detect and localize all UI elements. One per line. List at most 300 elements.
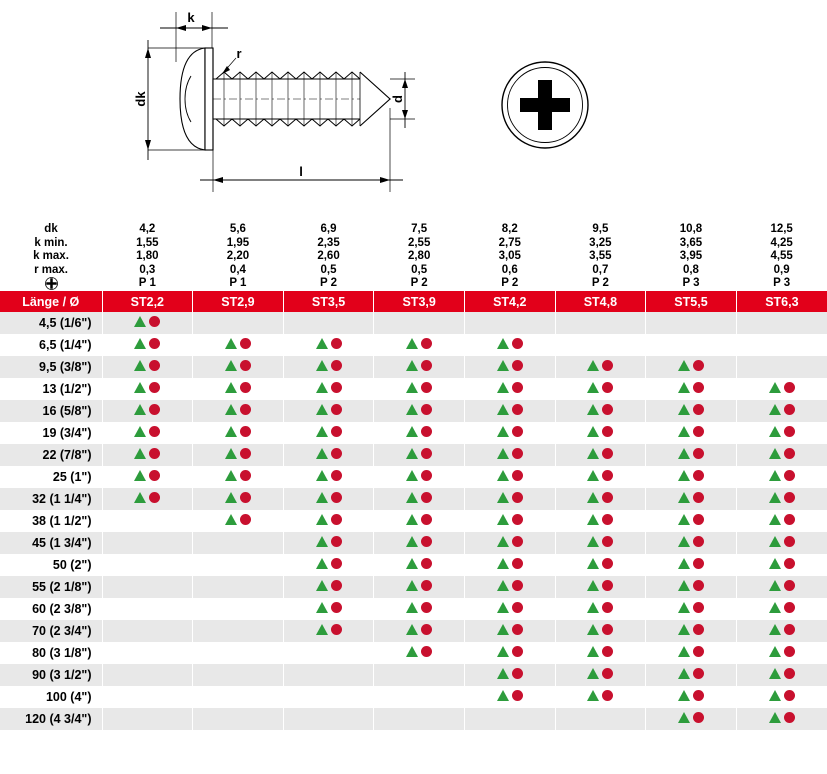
availability-marks <box>316 338 342 349</box>
cross-recess-icon <box>0 277 102 291</box>
green-triangle-icon <box>316 448 328 459</box>
spec-cell: 3,65 <box>679 236 703 249</box>
spec-cell: P 1 <box>229 277 247 290</box>
availability-cell-available <box>736 510 827 532</box>
table-row <box>0 664 827 686</box>
red-dot-icon <box>512 646 523 657</box>
spec-cell: 1,95 <box>226 236 250 249</box>
availability-cell-available <box>555 510 646 532</box>
availability-cell-available <box>374 466 465 488</box>
green-triangle-icon <box>316 624 328 635</box>
green-triangle-icon <box>225 514 237 525</box>
green-triangle-icon <box>678 558 690 569</box>
availability-marks <box>225 404 251 415</box>
red-dot-icon <box>421 426 432 437</box>
green-triangle-icon <box>406 382 418 393</box>
availability-marks <box>316 492 342 503</box>
green-triangle-icon <box>587 382 599 393</box>
green-triangle-icon <box>587 426 599 437</box>
availability-cell-available <box>555 598 646 620</box>
red-dot-icon <box>331 624 342 635</box>
red-dot-icon <box>149 338 160 349</box>
green-triangle-icon <box>678 404 690 415</box>
green-triangle-icon <box>134 470 146 481</box>
red-dot-icon <box>784 492 795 503</box>
availability-cell-available <box>646 510 737 532</box>
availability-cell-available <box>283 334 374 356</box>
red-dot-icon <box>421 448 432 459</box>
green-triangle-icon <box>497 514 509 525</box>
table-row <box>0 554 827 576</box>
green-triangle-icon <box>678 448 690 459</box>
spec-cell: 0,9 <box>773 263 790 276</box>
availability-marks <box>316 536 342 547</box>
table-row <box>0 400 827 422</box>
availability-marks <box>769 470 795 481</box>
green-triangle-icon <box>225 470 237 481</box>
green-triangle-icon <box>225 426 237 437</box>
spec-row <box>0 237 827 251</box>
availability-marks <box>134 492 160 503</box>
green-triangle-icon <box>406 470 418 481</box>
row-label-length: 13 (1/2") <box>0 378 102 400</box>
red-dot-icon <box>512 382 523 393</box>
availability-cell-available <box>102 312 193 334</box>
spec-cell: P 2 <box>410 277 428 290</box>
availability-cell-empty <box>193 532 284 554</box>
availability-cell-available <box>555 422 646 444</box>
availability-cell-available <box>283 554 374 576</box>
availability-cell-empty <box>646 312 737 334</box>
red-dot-icon <box>784 448 795 459</box>
green-triangle-icon <box>134 316 146 327</box>
green-triangle-icon <box>769 492 781 503</box>
availability-cell-available <box>736 620 827 642</box>
availability-marks <box>678 558 704 569</box>
availability-marks <box>225 360 251 371</box>
availability-cell-empty <box>555 312 646 334</box>
availability-cell-empty <box>102 510 193 532</box>
table-row <box>0 510 827 532</box>
red-dot-icon <box>149 470 160 481</box>
availability-cell-empty <box>193 554 284 576</box>
availability-cell-available <box>283 400 374 422</box>
green-triangle-icon <box>678 514 690 525</box>
spec-table <box>0 222 827 291</box>
availability-cell-empty <box>193 312 284 334</box>
row-label-length: 80 (3 1/8") <box>0 642 102 664</box>
row-label-length: 25 (1") <box>0 466 102 488</box>
red-dot-icon <box>149 448 160 459</box>
red-dot-icon <box>693 470 704 481</box>
availability-cell-empty <box>374 686 465 708</box>
availability-cell-available <box>102 488 193 510</box>
green-triangle-icon <box>769 404 781 415</box>
red-dot-icon <box>784 690 795 701</box>
availability-marks <box>406 624 432 635</box>
green-triangle-icon <box>316 492 328 503</box>
availability-marks <box>678 514 704 525</box>
availability-cell-available <box>464 356 555 378</box>
availability-cell-empty <box>102 598 193 620</box>
availability-marks <box>769 712 795 723</box>
availability-cell-available <box>102 422 193 444</box>
red-dot-icon <box>331 580 342 591</box>
column-header-st35: ST3,5 <box>283 291 374 312</box>
availability-cell-available <box>102 356 193 378</box>
availability-cell-available <box>374 510 465 532</box>
availability-cell-empty <box>193 598 284 620</box>
row-label-length: 32 (1 1/4") <box>0 488 102 510</box>
red-dot-icon <box>149 360 160 371</box>
red-dot-icon <box>602 536 613 547</box>
availability-cell-available <box>464 686 555 708</box>
table-row <box>0 642 827 664</box>
red-dot-icon <box>512 404 523 415</box>
availability-marks <box>225 448 251 459</box>
red-dot-icon <box>784 646 795 657</box>
availability-cell-available <box>193 510 284 532</box>
availability-marks <box>769 668 795 679</box>
availability-marks <box>497 580 523 591</box>
green-triangle-icon <box>225 382 237 393</box>
spec-cell: 0,4 <box>229 263 246 276</box>
availability-marks <box>497 558 523 569</box>
red-dot-icon <box>512 426 523 437</box>
green-triangle-icon <box>497 448 509 459</box>
green-triangle-icon <box>587 668 599 679</box>
availability-cell-available <box>555 532 646 554</box>
green-triangle-icon <box>678 646 690 657</box>
red-dot-icon <box>693 646 704 657</box>
availability-cell-empty <box>555 334 646 356</box>
availability-marks <box>406 470 432 481</box>
green-triangle-icon <box>497 668 509 679</box>
green-triangle-icon <box>678 492 690 503</box>
availability-cell-available <box>283 466 374 488</box>
availability-cell-available <box>646 598 737 620</box>
availability-marks <box>769 580 795 591</box>
availability-marks <box>497 338 523 349</box>
green-triangle-icon <box>678 426 690 437</box>
availability-cell-available <box>646 620 737 642</box>
availability-cell-available <box>736 444 827 466</box>
red-dot-icon <box>149 316 160 327</box>
spec-cell: 12,5 <box>770 223 793 235</box>
red-dot-icon <box>240 338 251 349</box>
green-triangle-icon <box>587 492 599 503</box>
red-dot-icon <box>240 360 251 371</box>
availability-marks <box>678 470 704 481</box>
availability-cell-empty <box>193 642 284 664</box>
spec-row <box>0 277 827 291</box>
availability-cell-available <box>374 400 465 422</box>
green-triangle-icon <box>497 382 509 393</box>
availability-marks <box>497 602 523 613</box>
availability-marks <box>134 360 160 371</box>
red-dot-icon <box>693 602 704 613</box>
spec-cell: 3,25 <box>589 236 612 249</box>
availability-marks <box>587 360 613 371</box>
spec-cell: 4,25 <box>770 236 793 249</box>
availability-marks <box>587 690 613 701</box>
green-triangle-icon <box>678 690 690 701</box>
red-dot-icon <box>693 426 704 437</box>
spec-cell: 0,3 <box>139 263 156 276</box>
table-row <box>0 532 827 554</box>
availability-cell-available <box>646 444 737 466</box>
availability-marks <box>769 690 795 701</box>
availability-marks <box>769 426 795 437</box>
availability-marks <box>316 426 342 437</box>
red-dot-icon <box>602 426 613 437</box>
availability-marks <box>587 492 613 503</box>
row-label-length: 50 (2") <box>0 554 102 576</box>
availability-marks <box>587 426 613 437</box>
availability-cell-available <box>646 378 737 400</box>
table-row <box>0 378 827 400</box>
availability-cell-empty <box>102 642 193 664</box>
red-dot-icon <box>693 712 704 723</box>
availability-cell-available <box>193 422 284 444</box>
availability-cell-available <box>736 708 827 730</box>
spec-cell: 2,60 <box>317 250 340 262</box>
row-label-length: 70 (2 3/4") <box>0 620 102 642</box>
green-triangle-icon <box>678 624 690 635</box>
green-triangle-icon <box>587 448 599 459</box>
green-triangle-icon <box>225 492 237 503</box>
red-dot-icon <box>149 426 160 437</box>
availability-cell-available <box>646 708 737 730</box>
red-dot-icon <box>421 338 432 349</box>
red-dot-icon <box>331 404 342 415</box>
green-triangle-icon <box>316 404 328 415</box>
label-l: l <box>299 164 303 179</box>
availability-cell-available <box>193 378 284 400</box>
spec-cell: 3,95 <box>679 250 703 262</box>
green-triangle-icon <box>225 448 237 459</box>
green-triangle-icon <box>134 404 146 415</box>
table-row <box>0 488 827 510</box>
spec-cell: 0,7 <box>592 263 609 276</box>
green-triangle-icon <box>769 624 781 635</box>
row-label-length: 9,5 (3/8") <box>0 356 102 378</box>
availability-marks <box>769 624 795 635</box>
green-triangle-icon <box>406 338 418 349</box>
table-row <box>0 444 827 466</box>
availability-cell-available <box>193 488 284 510</box>
red-dot-icon <box>784 536 795 547</box>
availability-marks <box>587 470 613 481</box>
availability-cell-empty <box>102 554 193 576</box>
availability-cell-empty <box>374 708 465 730</box>
row-label-length: 100 (4") <box>0 686 102 708</box>
availability-cell-available <box>646 664 737 686</box>
red-dot-icon <box>331 558 342 569</box>
table-row <box>0 686 827 708</box>
availability-marks <box>225 426 251 437</box>
red-dot-icon <box>421 624 432 635</box>
availability-marks <box>769 536 795 547</box>
red-dot-icon <box>693 536 704 547</box>
availability-cell-available <box>464 532 555 554</box>
green-triangle-icon <box>406 558 418 569</box>
column-header-length: Länge / Ø <box>0 291 102 312</box>
red-dot-icon <box>331 492 342 503</box>
row-label-length: 6,5 (1/4") <box>0 334 102 356</box>
green-triangle-icon <box>316 470 328 481</box>
red-dot-icon <box>602 646 613 657</box>
spec-cell: 1,80 <box>136 250 159 262</box>
availability-cell-available <box>283 488 374 510</box>
red-dot-icon <box>602 514 613 525</box>
availability-marks <box>769 382 795 393</box>
red-dot-icon <box>149 404 160 415</box>
availability-cell-available <box>736 642 827 664</box>
green-triangle-icon <box>134 492 146 503</box>
red-dot-icon <box>602 382 613 393</box>
green-triangle-icon <box>406 646 418 657</box>
red-dot-icon <box>602 558 613 569</box>
spec-cell: 7,5 <box>411 223 428 235</box>
availability-cell-available <box>464 620 555 642</box>
green-triangle-icon <box>134 448 146 459</box>
red-dot-icon <box>512 668 523 679</box>
availability-cell-available <box>646 576 737 598</box>
red-dot-icon <box>602 624 613 635</box>
red-dot-icon <box>512 558 523 569</box>
availability-cell-available <box>555 686 646 708</box>
column-header-st39: ST3,9 <box>374 291 465 312</box>
green-triangle-icon <box>316 338 328 349</box>
spec-cell: 2,55 <box>407 236 431 249</box>
availability-marks <box>406 580 432 591</box>
spec-cell: P 3 <box>773 277 791 290</box>
red-dot-icon <box>149 382 160 393</box>
header-row <box>0 291 827 312</box>
availability-marks <box>316 514 342 525</box>
red-dot-icon <box>331 536 342 547</box>
availability-marks <box>678 448 704 459</box>
table-row <box>0 598 827 620</box>
red-dot-icon <box>240 492 251 503</box>
availability-cell-empty <box>102 686 193 708</box>
column-header-st55: ST5,5 <box>646 291 737 312</box>
availability-marks <box>225 492 251 503</box>
availability-marks <box>134 338 160 349</box>
spec-cell: 8,2 <box>501 223 518 235</box>
availability-marks <box>497 690 523 701</box>
green-triangle-icon <box>587 536 599 547</box>
availability-cell-available <box>736 466 827 488</box>
availability-cell-available <box>374 422 465 444</box>
green-triangle-icon <box>316 536 328 547</box>
label-r: r <box>236 46 242 61</box>
spec-cell: 0,8 <box>682 263 699 276</box>
green-triangle-icon <box>497 536 509 547</box>
availability-cell-available <box>283 444 374 466</box>
availability-cell-available <box>555 488 646 510</box>
spec-cell: 2,75 <box>498 236 521 249</box>
red-dot-icon <box>784 382 795 393</box>
red-dot-icon <box>331 338 342 349</box>
red-dot-icon <box>421 602 432 613</box>
green-triangle-icon <box>316 426 328 437</box>
availability-marks <box>316 404 342 415</box>
green-triangle-icon <box>497 404 509 415</box>
availability-cell-empty <box>193 664 284 686</box>
red-dot-icon <box>693 514 704 525</box>
green-triangle-icon <box>406 602 418 613</box>
availability-marks <box>406 360 432 371</box>
availability-marks <box>497 492 523 503</box>
green-triangle-icon <box>497 360 509 371</box>
availability-marks <box>678 536 704 547</box>
availability-marks <box>134 404 160 415</box>
availability-marks <box>134 316 160 327</box>
green-triangle-icon <box>769 382 781 393</box>
green-triangle-icon <box>678 668 690 679</box>
availability-marks <box>587 382 613 393</box>
table-row <box>0 356 827 378</box>
row-label-length: 19 (3/4") <box>0 422 102 444</box>
red-dot-icon <box>512 514 523 525</box>
availability-marks <box>678 690 704 701</box>
spec-cell: 0,5 <box>320 263 337 276</box>
red-dot-icon <box>512 536 523 547</box>
green-triangle-icon <box>134 360 146 371</box>
availability-marks <box>769 558 795 569</box>
availability-cell-available <box>464 422 555 444</box>
red-dot-icon <box>240 426 251 437</box>
spec-cell: 2,20 <box>226 250 250 262</box>
availability-cell-available <box>374 488 465 510</box>
availability-cell-available <box>555 576 646 598</box>
row-label-length: 45 (1 3/4") <box>0 532 102 554</box>
availability-marks <box>406 602 432 613</box>
green-triangle-icon <box>769 690 781 701</box>
green-triangle-icon <box>678 360 690 371</box>
column-header-st63: ST6,3 <box>736 291 827 312</box>
availability-marks <box>587 580 613 591</box>
red-dot-icon <box>331 470 342 481</box>
availability-cell-available <box>374 642 465 664</box>
green-triangle-icon <box>406 404 418 415</box>
availability-cell-available <box>646 642 737 664</box>
availability-marks <box>587 536 613 547</box>
availability-cell-available <box>283 576 374 598</box>
red-dot-icon <box>421 492 432 503</box>
availability-marks <box>316 470 342 481</box>
row-label-length: 90 (3 1/2") <box>0 664 102 686</box>
size-table-head <box>0 291 827 312</box>
red-dot-icon <box>693 624 704 635</box>
availability-marks <box>406 382 432 393</box>
availability-marks <box>406 558 432 569</box>
availability-marks <box>678 360 704 371</box>
availability-cell-available <box>464 576 555 598</box>
availability-marks <box>678 426 704 437</box>
availability-cell-available <box>736 422 827 444</box>
availability-marks <box>134 470 160 481</box>
red-dot-icon <box>693 382 704 393</box>
availability-cell-available <box>736 488 827 510</box>
spec-cell: 4,55 <box>770 250 793 262</box>
availability-marks <box>134 426 160 437</box>
availability-marks <box>225 470 251 481</box>
green-triangle-icon <box>406 448 418 459</box>
size-availability-table <box>0 291 827 730</box>
